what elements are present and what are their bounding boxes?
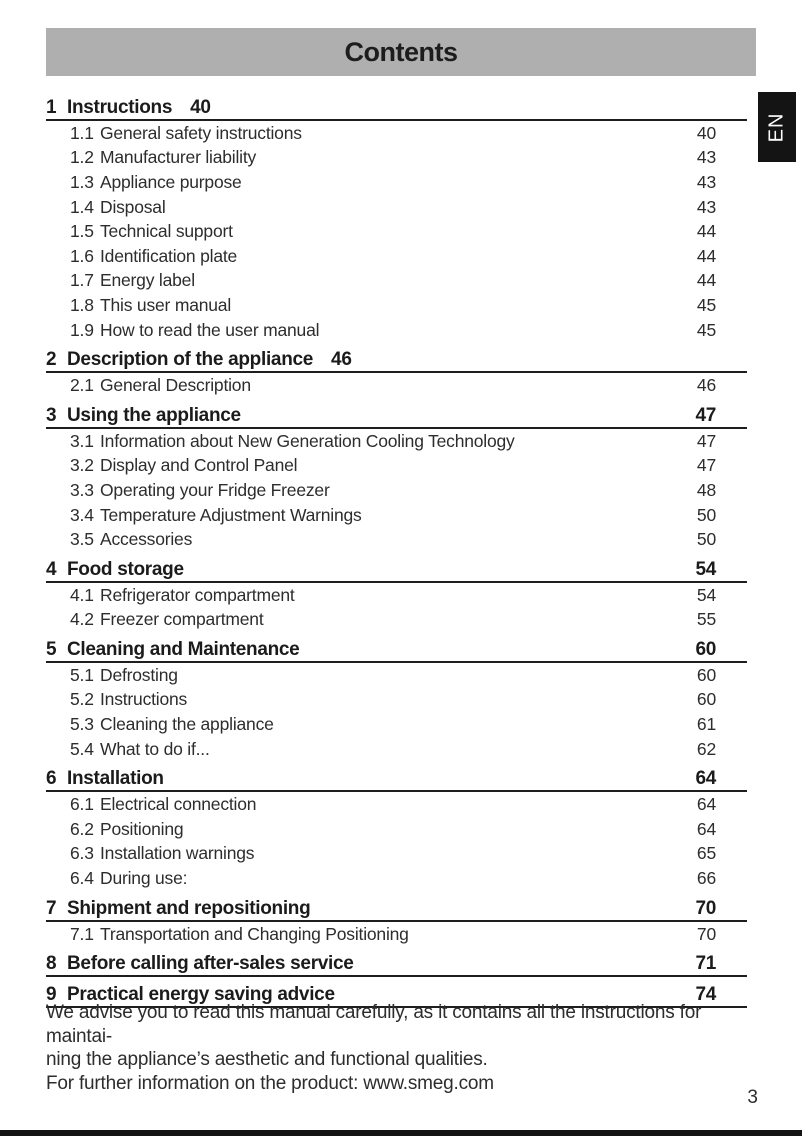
toc-section-title: Shipment and repositioning [67, 897, 311, 919]
toc-section-number: 1 [46, 97, 57, 118]
toc-sub-number: 3.5 [70, 529, 94, 550]
toc-sub-title: Refrigerator compartment [100, 584, 295, 605]
toc-sub-number: 1.9 [70, 319, 94, 340]
toc-sub-number: 1.2 [70, 147, 94, 168]
toc-sub-title: Manufacturer liability [100, 147, 257, 168]
toc-section-number: 2 [46, 349, 57, 371]
toc-sub-page: 54 [696, 584, 716, 605]
toc-sub-title: Cleaning the appliance [100, 714, 274, 735]
toc-sub-page: 40 [696, 122, 716, 143]
toc-sub-title: What to do if... [100, 738, 210, 759]
toc-section-row [46, 400, 747, 429]
toc-sub-number: 5.4 [70, 738, 94, 759]
toc-sub-row [46, 318, 747, 343]
toc-sub-title: Appliance purpose [100, 171, 242, 192]
toc-sub-page: 62 [696, 738, 716, 759]
toc-section-title: Cleaning and Maintenance [67, 639, 300, 661]
toc-sub-page: 46 [696, 375, 716, 396]
toc-sub-title: General Description [100, 375, 251, 396]
toc-sub-page: 60 [696, 664, 716, 685]
toc-sub-number: 1.3 [70, 171, 94, 192]
toc-sub-page: 45 [696, 294, 716, 315]
language-tab-en [758, 92, 796, 162]
footer-note [46, 1001, 756, 1095]
toc-sub-title: How to read the user manual [100, 319, 320, 340]
toc-section-title: Before calling after-sales service [67, 953, 354, 975]
toc-sub-number: 7.1 [70, 923, 94, 944]
toc-sub-number: 1.6 [70, 245, 94, 266]
toc-sub-page: 44 [696, 221, 716, 242]
contents-header-bar [46, 28, 756, 76]
toc-sub-page: 64 [696, 794, 716, 815]
toc-sub-page: 61 [696, 714, 716, 735]
toc-sub-row [46, 170, 747, 195]
toc-section-title: Description of the appliance [67, 349, 314, 371]
toc-sub-page: 64 [696, 818, 716, 839]
toc-sub-number: 4.2 [70, 609, 94, 630]
toc-sub-title: Positioning [100, 818, 184, 839]
toc-sub-row [46, 454, 747, 479]
toc-sub-page: 66 [696, 868, 716, 889]
toc-sub-title: Disposal [100, 196, 166, 217]
toc-sub-page: 43 [696, 171, 716, 192]
toc-section-row [46, 948, 747, 977]
toc-sub-row [46, 737, 747, 762]
toc-sub-page: 60 [696, 689, 716, 710]
bottom-bar-decoration [0, 1130, 802, 1136]
toc-sub-number: 1.1 [70, 122, 94, 143]
toc-sub-page: 44 [696, 270, 716, 291]
toc-section-row [46, 554, 747, 583]
toc-section-title: Food storage [67, 558, 184, 580]
toc-sub-title: Technical support [100, 221, 233, 242]
toc-section-title: Instructions [67, 97, 173, 118]
toc-sub-number: 6.4 [70, 868, 94, 889]
toc-sub-row [46, 146, 747, 171]
toc-section-title: Using the appliance [67, 404, 241, 426]
toc-sub-row [46, 688, 747, 713]
toc-sub-number: 6.3 [70, 843, 94, 864]
toc-sub-row [46, 712, 747, 737]
toc-sub-title: Installation warnings [100, 843, 255, 864]
toc-sub-title: General safety instructions [100, 122, 302, 143]
toc-section-row [46, 344, 747, 373]
toc-sub-row [46, 842, 747, 867]
toc-section-page: 74 [695, 984, 716, 1006]
toc-sub-number: 5.1 [70, 664, 94, 685]
toc-section-number: 9 [46, 984, 57, 1006]
toc-section-number: 5 [46, 639, 57, 661]
toc-section-page: 60 [695, 639, 716, 661]
toc-section-page: 47 [695, 404, 716, 426]
toc-section-page: 46 [331, 349, 352, 371]
footer-line: We advise you to read this manual carefully, as it contains all the instructions for maintai- [46, 1002, 702, 1047]
page-number: 3 [747, 1087, 758, 1108]
toc-section-page: 71 [695, 953, 716, 975]
toc-sub-number: 3.2 [70, 455, 94, 476]
toc-sub-number: 1.4 [70, 196, 94, 217]
toc-sub-row [46, 121, 747, 146]
toc-sub-page: 43 [696, 147, 716, 168]
toc-sub-title: Information about New Generation Cooling Technology [100, 430, 515, 451]
toc-sub-number: 6.1 [70, 794, 94, 815]
toc-section-number: 3 [46, 404, 57, 426]
toc-sub-row [46, 429, 747, 454]
toc-sub-page: 48 [696, 479, 716, 500]
toc-sub-title: Electrical connection [100, 794, 257, 815]
toc-sub-title: Operating your Fridge Freezer [100, 479, 330, 500]
toc-sub-title: Accessories [100, 529, 193, 550]
toc-sub-number: 1.8 [70, 294, 94, 315]
toc-sub-title: Temperature Adjustment Warnings [100, 504, 362, 525]
toc-sub-row [46, 583, 747, 608]
toc-sub-page: 55 [696, 609, 716, 630]
toc-sub-row [46, 792, 747, 817]
toc-sub-page: 47 [696, 455, 716, 476]
toc-sub-row [46, 373, 747, 398]
toc-sub-title: Display and Control Panel [100, 455, 298, 476]
toc-sub-row [46, 527, 747, 552]
toc-section-number: 8 [46, 953, 57, 975]
toc-sub-number: 5.2 [70, 689, 94, 710]
toc-sub-number: 3.4 [70, 504, 94, 525]
toc-sub-page: 50 [696, 529, 716, 550]
toc-sub-row [46, 195, 747, 220]
toc-section-number: 7 [46, 897, 57, 919]
toc-sub-page: 45 [696, 319, 716, 340]
table-of-contents [46, 90, 747, 1008]
toc-sub-number: 4.1 [70, 584, 94, 605]
toc-sub-row [46, 608, 747, 633]
toc-section-page: 54 [695, 558, 716, 580]
toc-sub-number: 3.1 [70, 430, 94, 451]
toc-sub-number: 1.5 [70, 221, 94, 242]
toc-sub-row [46, 663, 747, 688]
toc-section-row [46, 763, 747, 792]
toc-sub-number: 2.1 [70, 375, 94, 396]
toc-sub-page: 44 [696, 245, 716, 266]
toc-section-title: Practical energy saving advice [67, 984, 335, 1006]
toc-sub-number: 6.2 [70, 818, 94, 839]
toc-sub-title: During use: [100, 868, 188, 889]
toc-sub-title: Energy label [100, 270, 195, 291]
toc-sub-row [46, 503, 747, 528]
toc-sub-number: 3.3 [70, 479, 94, 500]
toc-sub-page: 47 [696, 430, 716, 451]
toc-sub-row [46, 922, 747, 947]
toc-sub-row [46, 219, 747, 244]
toc-sub-row [46, 293, 747, 318]
toc-section-row [46, 92, 747, 121]
footer-line: For further information on the product: www.smeg.com [46, 1072, 494, 1094]
language-tab-label: EN [765, 112, 788, 142]
toc-sub-title: Transportation and Changing Positioning [100, 923, 409, 944]
toc-sub-row [46, 817, 747, 842]
footer-line: ning the appliance’s aesthetic and functional qualities. [46, 1049, 488, 1070]
toc-sub-number: 5.3 [70, 714, 94, 735]
toc-sub-row [46, 866, 747, 891]
page-title: Contents [344, 36, 458, 67]
toc-sub-title: This user manual [100, 294, 232, 315]
toc-section-title: Installation [67, 768, 164, 790]
toc-sub-page: 65 [696, 843, 716, 864]
toc-section-number: 6 [46, 768, 57, 790]
toc-sub-title: Identification plate [100, 245, 238, 266]
toc-sub-page: 70 [696, 923, 716, 944]
toc-sub-row [46, 244, 747, 269]
toc-sub-page: 50 [696, 504, 716, 525]
toc-section-page: 70 [695, 897, 716, 919]
toc-section-number: 4 [46, 558, 57, 580]
toc-section-page: 64 [695, 768, 716, 790]
toc-sub-number: 1.7 [70, 270, 94, 291]
toc-section-row [46, 634, 747, 663]
toc-section-page: 40 [190, 97, 211, 118]
toc-sub-row [46, 478, 747, 503]
toc-sub-page: 43 [696, 196, 716, 217]
toc-section-row [46, 893, 747, 922]
toc-sub-row [46, 269, 747, 294]
toc-sub-title: Defrosting [100, 664, 178, 685]
toc-sub-title: Freezer compartment [100, 609, 264, 630]
toc-sub-title: Instructions [100, 689, 188, 710]
